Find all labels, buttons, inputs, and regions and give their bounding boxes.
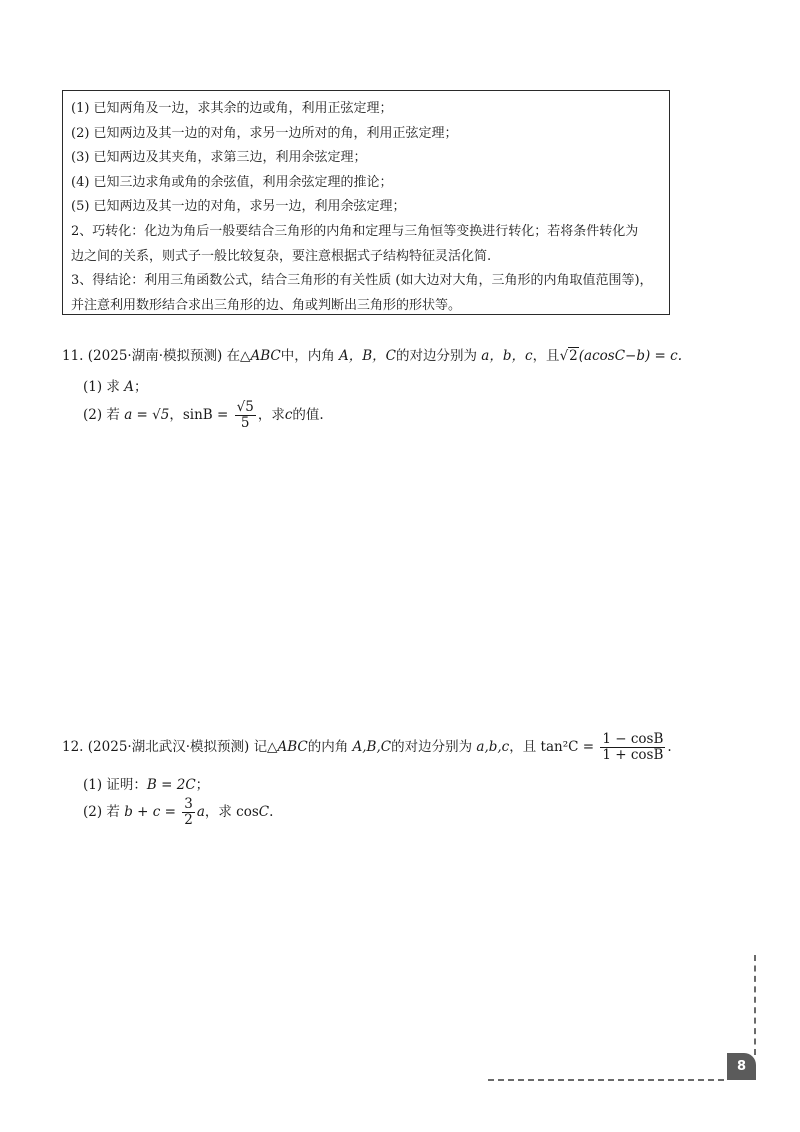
method-line: 边之间的关系，则式子一般比较复杂，要注意根据式子结构特征灵活化简. [71, 248, 492, 264]
question-source: (2025·湖北武汉·模拟预测) [87, 739, 250, 755]
question-12-part-2 [83, 797, 273, 828]
part-label: (1) 证明： [83, 777, 147, 793]
stem-text: ，且 [532, 348, 560, 364]
equation: a = √5 [124, 407, 170, 423]
method-line: (5) 已知两边及其一边的对角，求另一边，利用余弦定理； [71, 199, 406, 215]
stem-text: ，sinB = [169, 407, 229, 423]
question-11-part-2 [83, 400, 324, 431]
question-11-part-1 [83, 375, 147, 395]
method-line: 并注意利用数形结合求出三角形的边、角或判断出三角形的形状等。 [71, 297, 462, 313]
stem-text: 记△ [253, 739, 278, 755]
method-line: 3、得结论：利用三角函数公式，结合三角形的有关性质 (如大边对大角，三角形的内角取值范围等)， [71, 273, 653, 289]
stem-text: ，求 cos [204, 804, 259, 820]
fraction [235, 400, 256, 431]
radicand: 2 [569, 348, 578, 364]
punctuation: ； [133, 379, 148, 395]
stem-text: 的对边分别为 [391, 739, 473, 755]
question-12-part-1 [83, 773, 209, 793]
triangle-name: ABC [250, 348, 281, 364]
equation: b + c = [124, 804, 176, 820]
variable: c [284, 407, 293, 423]
fraction-numerator: √5 [236, 399, 254, 415]
stem-text: 在△ [226, 348, 251, 364]
question-number: 12. [62, 739, 84, 755]
triangle-name: ABC [277, 739, 308, 755]
fraction-numerator: 3 [184, 796, 193, 812]
method-line: (1) 已知两角及一边，求其余的边或角，利用正弦定理； [71, 101, 393, 116]
stem-text: 的内角 [307, 739, 349, 755]
stem-text: ，求 [257, 407, 285, 423]
question-number: 11. [62, 348, 84, 364]
stem-text: 的对边分别为 [396, 348, 477, 364]
fraction-numerator: 1 − cosB [602, 731, 664, 747]
page-number: 8 [727, 1053, 756, 1080]
side-list: a，b，c [481, 348, 533, 364]
method-line: (3) 已知两边及其夹角，求第三边，利用余弦定理； [71, 150, 367, 166]
variable: C [258, 804, 270, 820]
angle-list: A,B,C [352, 739, 392, 755]
method-line: (2) 已知两边及其一边的对角，求另一边所对的角，利用正弦定理； [71, 125, 458, 141]
sqrt-sign: √ [559, 348, 569, 364]
dashed-border-horizontal [488, 1079, 724, 1081]
part-label: (2) 若 [83, 804, 120, 820]
part-label: (2) 若 [83, 407, 120, 423]
equation: B = 2C [146, 777, 196, 793]
fraction [182, 797, 195, 828]
angle-list: A，B，C [339, 348, 396, 364]
fraction [600, 732, 665, 763]
fraction-denominator: 1 + cosB [602, 747, 664, 763]
punctuation: ； [195, 777, 210, 793]
variable: a [196, 804, 205, 820]
punctuation: . [667, 739, 672, 755]
part-label: (1) 求 [83, 379, 120, 395]
variable: A [124, 379, 134, 395]
stem-text: 的值. [292, 407, 324, 423]
question-11-stem [62, 344, 682, 364]
dashed-border-vertical [754, 955, 756, 1055]
stem-text: 中，内角 [280, 348, 335, 364]
side-list: a,b,c [476, 739, 510, 755]
question-source: (2025·湖南·模拟预测) [87, 348, 223, 364]
method-line: 2、巧转化：化边为角后一般要结合三角形的内角和定理与三角恒等变换进行转化；若将条件转化为 [71, 223, 639, 239]
method-line: (4) 已知三边求角或角的余弦值，利用余弦定理的推论； [71, 174, 393, 190]
fraction-denominator: 5 [240, 415, 250, 431]
punctuation: . [269, 804, 274, 820]
question-12-stem [62, 732, 672, 763]
stem-text: ，且 tan²C = [509, 739, 595, 755]
method-summary-box [62, 90, 670, 315]
equation: (acosC−b) = c. [578, 348, 682, 364]
fraction-denominator: 2 [184, 812, 193, 828]
